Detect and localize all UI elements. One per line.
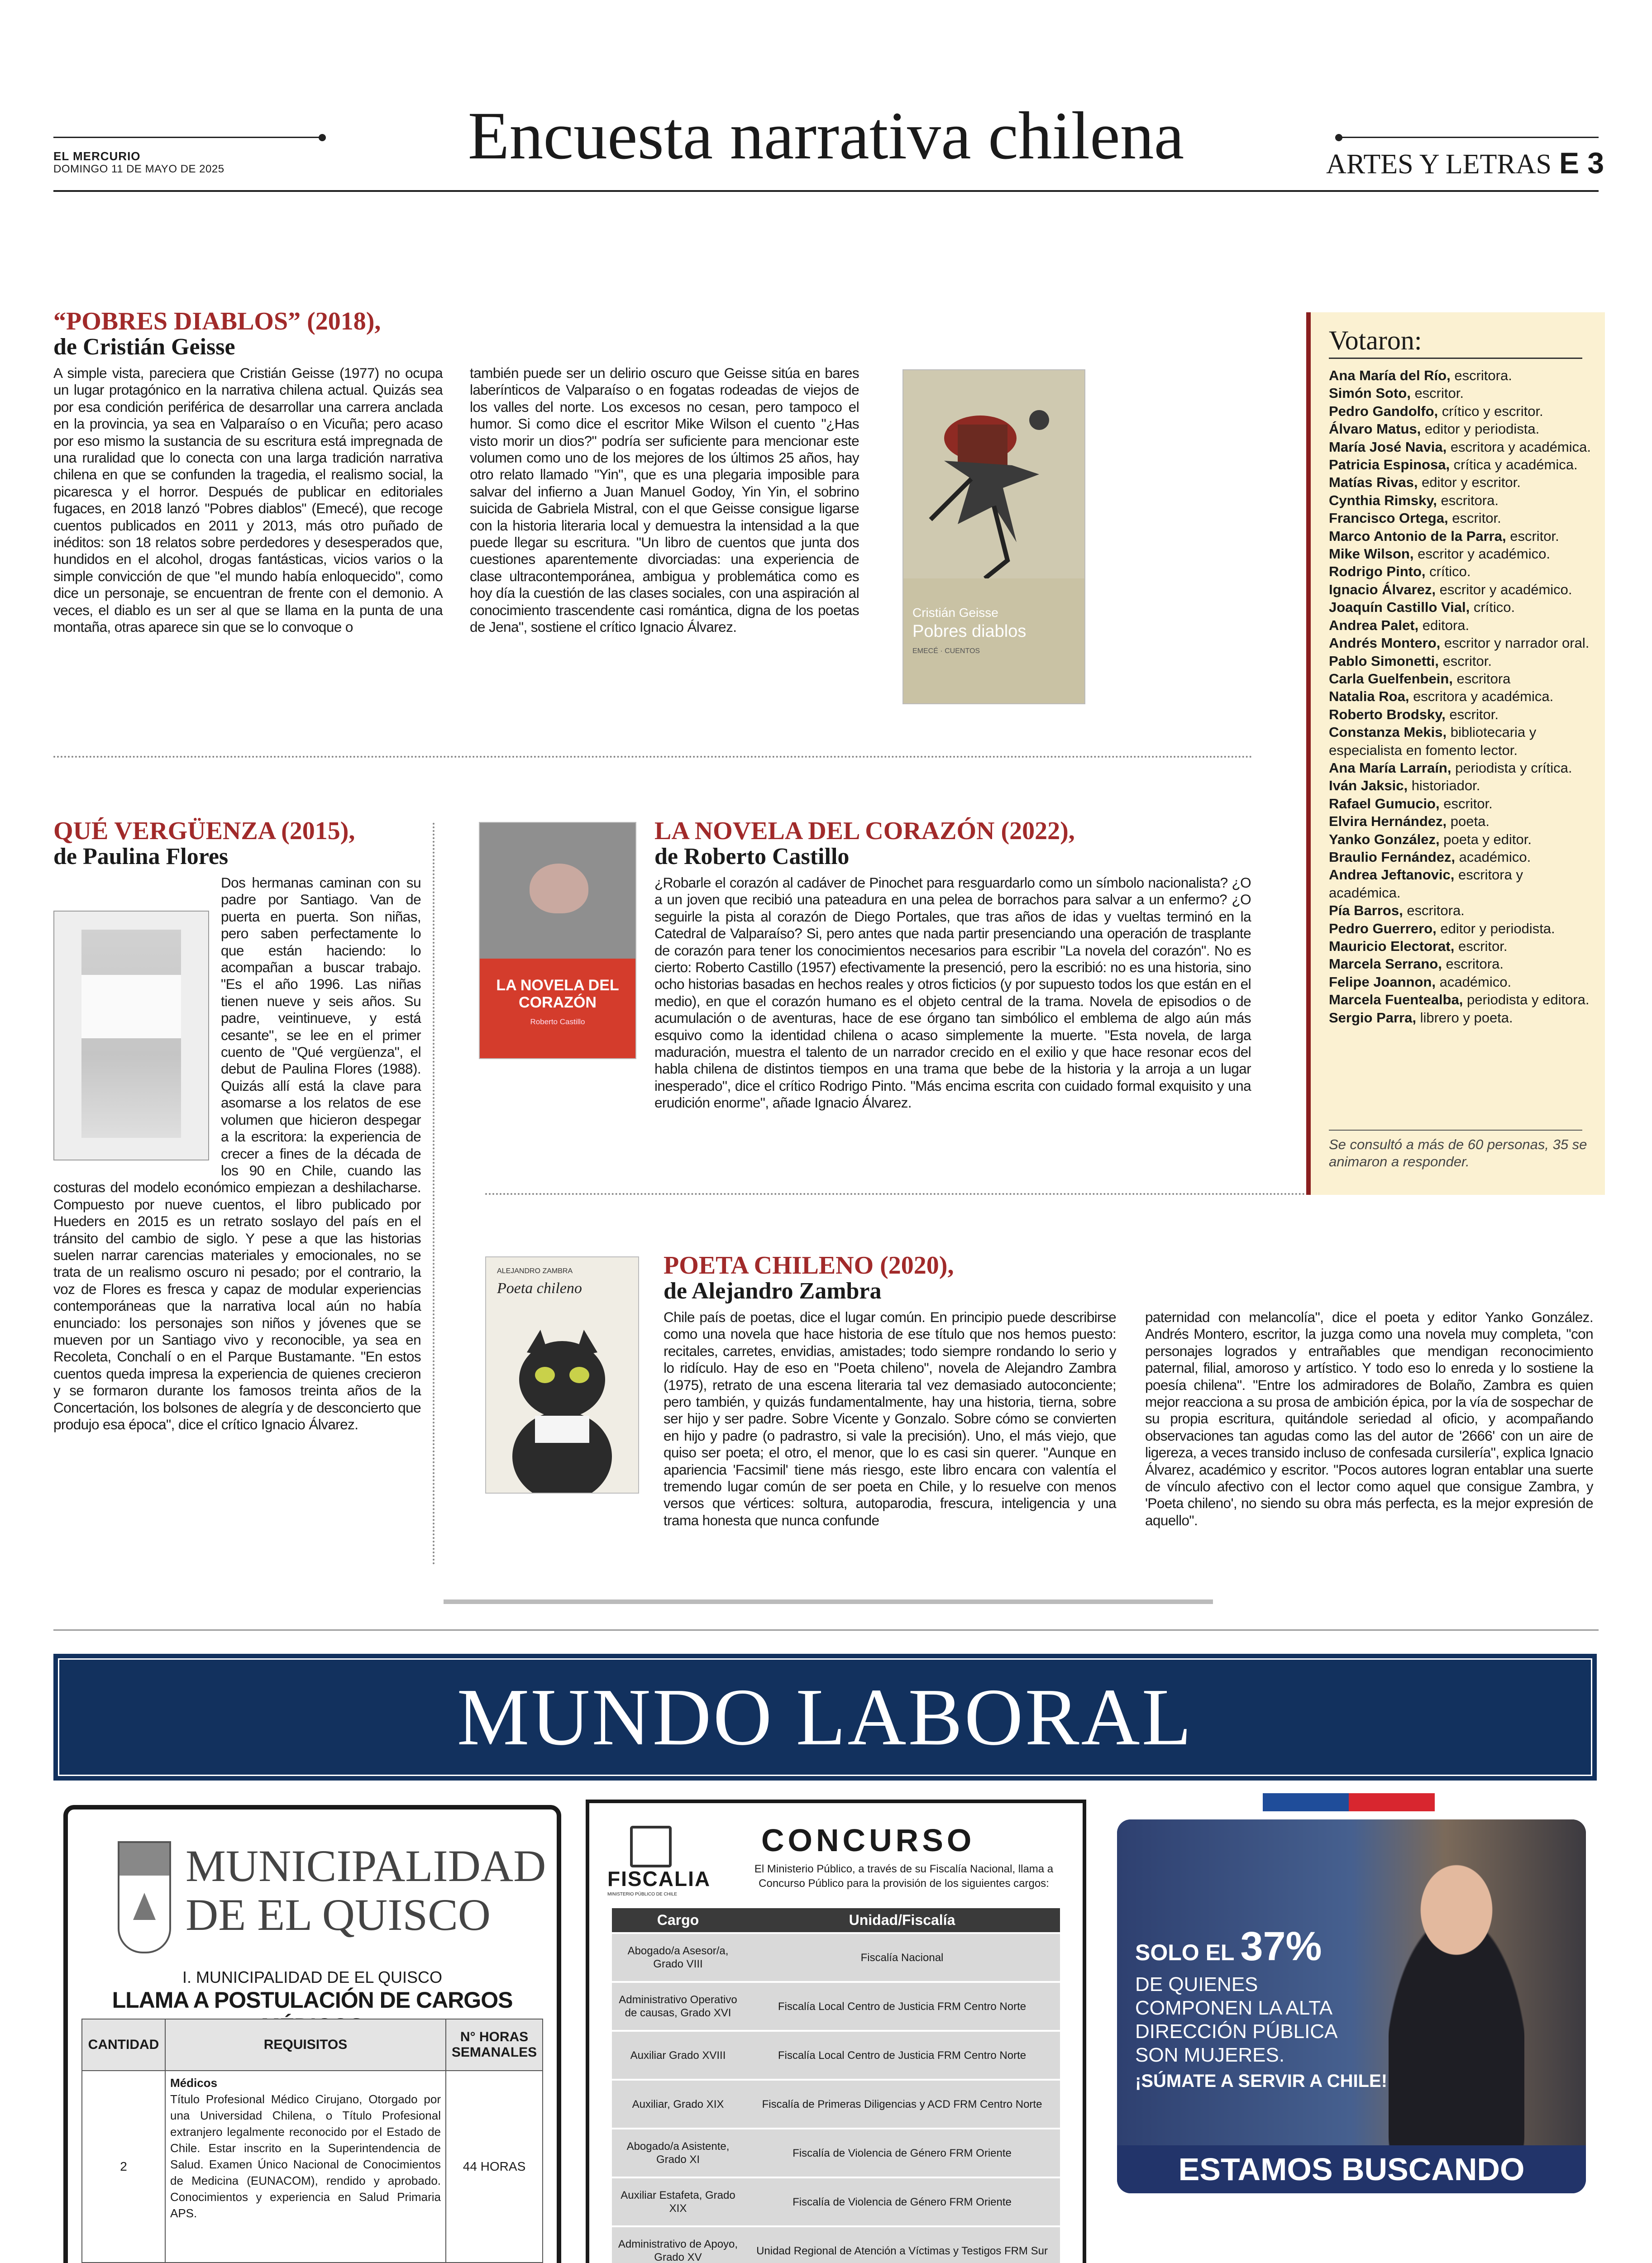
cell-cargo: Abogado/a Asistente, Grado XI [612,2129,744,2177]
voter-name: Rodrigo Pinto, [1329,563,1426,580]
cover-publisher: EMECÉ · CUENTOS [912,647,980,655]
voter-name: Natalia Roa, [1329,688,1409,705]
cell-unidad: Fiscalía de Violencia de Género FRM Oriente [744,2178,1060,2225]
voter-name: Braulio Fernández, [1329,849,1456,865]
voter-entry [1329,759,1596,777]
page-number: E 3 [1559,146,1604,180]
voter-entry [1329,527,1596,545]
voter-name: Ana María del Río, [1329,368,1451,383]
voter-entry [1329,563,1596,580]
header [0,0,1652,199]
article-title-poeta-chileno: POETA CHILENO (2020), [664,1251,954,1280]
voter-entry [1329,420,1596,438]
page-separator-rule [444,1599,1213,1604]
voter-name: Iván Jaksic, [1329,778,1408,794]
fiscalia-sub: MINISTERIO PÚBLICO DE CHILE [607,1892,677,1897]
page-separator-line [53,1629,1599,1631]
quisco-name-line2: DE EL QUISCO [186,1890,491,1940]
sc-line1a: SOLO EL [1135,1940,1241,1965]
voters-list [1329,367,1596,1026]
quisco-logo-icon [118,1841,171,1953]
voter-name: Rafael Gumucio, [1329,795,1440,812]
quisco-subtitle: I. MUNICIPALIDAD DE EL QUISCO [182,1968,443,1986]
page-title: Encuesta narrativa chilena [468,98,1184,173]
table-row [612,2032,1060,2079]
cell-unidad: Fiscalía de Violencia de Género FRM Oriente [744,2129,1060,2177]
voter-role: editora. [1418,617,1470,633]
voter-role: escritor y académico. [1436,581,1572,597]
voter-name: Constanza Mekis, [1329,724,1447,740]
table-row [612,2129,1060,2177]
voter-entry [1329,955,1596,973]
voter-name: Simón Soto, [1329,385,1411,401]
voter-role: escritor. [1448,510,1501,526]
voter-role: escritora. [1437,492,1499,508]
cell-cargo: Auxiliar Estafeta, Grado XIX [612,2178,744,2225]
section-divider [53,756,1253,758]
voter-role: escritor. [1439,795,1493,812]
article-title-que-verguenza: QUÉ VERGÜENZA (2015), [53,817,355,845]
cover-title: Pobres diablos [912,622,1027,641]
article-author-geisse: de Cristián Geisse [53,334,235,360]
voter-role: periodista y editora. [1463,992,1590,1008]
cover-author: ALEJANDRO ZAMBRA [497,1267,573,1275]
row-requisitos [165,2071,446,2263]
voter-name: Roberto Brodsky, [1329,706,1446,722]
voter-entry [1329,367,1596,384]
voter-entry [1329,492,1596,509]
voter-name: Marcela Fuentealba, [1329,992,1463,1008]
flag-stripe [1263,1793,1435,1811]
voter-name: Cynthia Rimsky, [1329,492,1437,508]
heart-icon [530,864,588,913]
cover-title: Poeta chileno [497,1280,582,1297]
voter-name: Andrea Jeftanovic, [1329,867,1455,883]
voter-entry [1329,991,1596,1008]
voter-role: escritora [1452,670,1511,687]
voter-role: crítico. [1470,599,1515,616]
cell-unidad: Unidad Regional de Atención a Víctimas y Testigos FRM Sur [744,2227,1060,2263]
col-horas: N° HORAS SEMANALES [446,2019,543,2071]
voter-role: escritor. [1506,528,1559,544]
fiscalia-logo-icon [630,1826,672,1867]
article-body-poeta-col2: paternidad con melancolía", dice el poeta y editor Yanko González. Andrés Montero, escritor, la juzga como una novela muy completa, "con personajes logrados y entrañables que mendigan reconocimiento paternal, filial, amoroso y artístico. Y todo eso lo enreda y lo sostiene la poesía chilena". "Entre los admiradores de Bolaño, Zambra es quien mejor reacciona a su prosa de ambición épica, por la vía de sospechar de su propia escritura, quitándole seriedad al oficio, y acompañando observaciones tan agudas como las del autor de '2666' con un aire de ligereza, a veces transido incluso de confesada cursilería", explica Ignacio Álvarez, académico y escritor. "Pocos autores logran entablar una suerte de vínculo afectivo con el lector como aquel que consigue Zambra, y 'Poeta chileno', no siendo su obra más perfecta, es la mejor expresión de aquello". [1145,1309,1593,1528]
voters-box [1306,312,1605,1195]
voter-role: escritor. [1445,706,1499,722]
voter-name: Mauricio Electorat, [1329,938,1455,954]
sc-line2: DE QUIENES [1135,1973,1258,1996]
voter-entry [1329,973,1596,991]
article-body-verguenza: Dos hermanas caminan con su padre por Santiago. Van de puerta en puerta. Son niñas, pero saben perfectamente lo que están haciendo: lo acompañan a buscar trabajo. "Es el año 1996. Las niñas tienen nueve y seis años. Su padre, veintinueve, y está cesante", se lee en el primer cuento de "Qué vergüenza", el debut de Paulina Flores (1988). Quizás allí está la clave para asomarse a los relatos de ese volumen que hicieron despegar a la escritora: la experiencia de crecer a fines de la década de los 90 en Chile, cuando las costuras del modelo económico empiezan a deshilacharse. Compuesto por nueve cuentos, el libro publicado por Hueders en 2015 es un retrato soslayo del país en el tránsito del cambio de siglo. Y pese a que las historias suelen narrar carencias materiales y emocionales, no se trata de un realismo oscuro ni pesado; por el contrario, la voz de Flores es fresca y capaz de modular experiencias contemporáneas que la narrativa local aún no había enunciado: los personajes son niños y jóvenes que se mueven por un Santiago vivo y reconocible, ya sea en Recoleta, Conchalí o en el Parque Bustamante. "En estos cuentos queda impresa la experiencia de quienes crecieron y se formaron durante los famosos treinta años de la Concertación, los bolsones de alegría y de desconcierto que produjo esa época", dice el crítico Ignacio Álvarez. [53,874,421,1432]
voter-name: Ignacio Álvarez, [1329,581,1436,597]
sc-line5: SON MUJERES. [1135,2044,1285,2066]
voter-entry [1329,581,1596,598]
voter-role: periodista y crítica. [1451,759,1572,776]
cell-cargo: Abogado/a Asesor/a, Grado VIII [612,1934,744,1981]
voter-role: académico. [1455,849,1531,865]
cell-unidad: Fiscalía Local Centro de Justicia FRM Centro Norte [744,1983,1060,2030]
voter-entry [1329,456,1596,473]
voter-role: crítico. [1425,563,1471,580]
voter-role: editor y periodista. [1421,421,1540,437]
header-rule-main [53,190,1599,192]
voter-entry [1329,920,1596,937]
article-author-flores: de Paulina Flores [53,844,229,869]
voter-name: Joaquín Castillo Vial, [1329,599,1470,616]
row-cantidad: 2 [82,2071,165,2263]
table-row [612,1983,1060,2030]
voter-name: María José Navia, [1329,439,1447,455]
table-row [612,1934,1060,1981]
voter-name: Ana María Larraín, [1329,759,1451,776]
table-row [612,2081,1060,2128]
ad-concurso-fiscalia [586,1800,1086,2263]
voter-entry [1329,1009,1596,1026]
voter-entry [1329,831,1596,848]
voter-name: Andrea Palet, [1329,617,1419,633]
concurso-table [612,1906,1060,2263]
voter-role: escritora y académica. [1447,439,1591,455]
table-row [612,2178,1060,2225]
article-body-pobres-col1: A simple vista, pareciera que Cristián Geisse (1977) no ocupa un lugar protagónico en la narrativa chilena actual. Quizás sea por esa condición periférica de desarrollar una carrera anclada en la provincia, ya sea en Valparaíso o en Vicuña; pero acaso por eso mismo la sustancia de su escritura está impregnada de una ruralidad que lo conecta con una larga tradición narrativa chilena en que se confunden la tragedia, el realismo social, la picaresca y el horror. Después de publicar en editoriales fugaces, en 2018 lanzó "Pobres diablos" (Emecé), que recoge cuentos publicados en 2011 y 2013, más otro puñado de inéditos: son 18 relatos sobre perdedores y desesperados que, hundidos en el alcohol, drogas fantásticas, vicios varios o la simple convicción de que "el mundo había enloquecido", como dice un personaje, se encuentran de frente con el demonio. A veces, el diablo es un ser al que se llama en la punta de una montaña, otras aparece sin que se lo convoque o [53,365,443,635]
cell-cargo: Administrativo de Apoyo, Grado XV [612,2227,744,2263]
voter-entry [1329,937,1596,955]
cell-cargo: Auxiliar, Grado XIX [612,2081,744,2128]
voter-name: Pía Barros, [1329,902,1403,919]
voter-name: Patricia Espinosa, [1329,457,1450,473]
voter-name: Carla Guelfenbein, [1329,670,1453,687]
mundo-laboral-title: MUNDO LABORAL [457,1672,1194,1762]
voter-entry [1329,902,1596,919]
voter-name: Sergio Parra, [1329,1009,1416,1026]
voter-entry [1329,438,1596,456]
issue-date: DOMINGO 11 DE MAYO DE 2025 [53,163,224,175]
voter-entry [1329,473,1596,491]
voter-entry [1329,706,1596,723]
book-cover-poeta-chileno [486,1257,638,1493]
voter-role: escritor y académico. [1413,546,1550,562]
voter-entry [1329,545,1596,563]
voter-name: Yanko González, [1329,831,1440,847]
voter-role: escritora. [1403,902,1465,919]
article-body-pobres-col2: también puede ser un delirio oscuro que Geisse sitúa en bares laberínticos de Valparaíso o en fogatas rodeadas de viejos de los valles del norte. Los excesos no cesan, pero tampoco el humor. Si como dice el escritor Mike Wilson el cuento "¿Has visto morir un dios?" podría ser suficiente para mencionar este volumen como uno de los mejores de los últimos 25 años, hay otro relato llamado "Yin", que es una plegaria imposible para salvar del infierno a Juan Manuel Godoy, Yin Yin, el sobrino suicida de Gabriela Mistral, con el que Geisse consigue ligarse con la historia literaria local y demuestra la intensidad a la que puede llegar su escritura. "Un libro de cuentos que junta dos cuestiones aparentemente divorciadas: una experiencia de clase ultracontemporánea, ambigua y problemática como es hoy día la cuestión de las clases sociales, con una aspiración al conocimiento trascendente casi romántica, digna de los poetas de Jena", sostiene el crítico Ignacio Álvarez. [470,365,859,635]
concurso-rows [612,1934,1060,2263]
voter-name: Marcela Serrano, [1329,956,1442,972]
voter-role: escritor. [1438,653,1492,669]
voter-role: editor y escritor. [1418,474,1521,491]
voter-name: Elvira Hernández, [1329,813,1447,830]
col-cantidad: CANTIDAD [82,2019,165,2071]
newspaper-name: EL MERCURIO [53,149,141,163]
voter-entry [1329,384,1596,402]
header-rule-right [1335,137,1599,138]
cell-unidad: Fiscalía de Primeras Diligencias y ACD FRM Centro Norte [744,2081,1060,2128]
voter-role: escritora y académica. [1329,867,1523,901]
voter-name: Marco Antonio de la Parra, [1329,528,1506,544]
sc-banner: ESTAMOS BUSCANDO [1117,2145,1586,2193]
voters-title: Votaron: [1329,325,1422,355]
article-title-novela-corazon: LA NOVELA DEL CORAZÓN (2022), [654,817,1075,845]
cover-frame [81,975,181,1038]
requisito-text: Título Profesional Médico Cirujano, Otorgado por una Universidad Chilena, o Título Profesional extranjero legalmente reconocido por el Estado de Chile. Estar inscrito en la Superintendencia de Salud. Examen Único Nacional de Conocimientos de Medicina (EUNACOM), rendido y aprobado. Conocimientos y experiencia en Salud Primaria APS. [170,2092,441,2220]
voter-name: Álvaro Matus, [1329,421,1421,437]
voters-title-rule [1329,358,1582,359]
col-unidad: Unidad/Fiscalía [744,1908,1060,1932]
voter-name: Matías Rivas, [1329,474,1418,491]
cell-unidad: Fiscalía Nacional [744,1934,1060,1981]
voter-role: escritora. [1450,368,1512,383]
ad-municipalidad-el-quisco [63,1805,561,2263]
book-cover-novela-corazon [480,823,635,1058]
voter-name: Pedro Guerrero, [1329,920,1437,936]
voter-name: Andrés Montero, [1329,635,1441,651]
cover-author: Roberto Castillo [530,1017,585,1026]
article-body-poeta-col1: Chile país de poetas, dice el lugar común. En principio puede describirse como una novela que hace historia de ese título que nos hemos puesto: recitales, carretes, envidias, amistades; todo siempre rondando lo serio y lo ridículo. Hay de eso en "Poeta chileno", novela de Alejandro Zambra (1975), retrato de una escena literaria tal vez demasiado autoconciente; pero también, y quizás fundamentalmente, hay una historia, tierna, sobre ser hijo y ser padre. Sobre Vicente y Gonzalo. Sobre cómo se convierten en hijo y padre (o padrastro, si vale la precisión). Uno, el más viejo, que quiso ser poeta; el otro, el menor, que lo es casi sin querer. "Aunque en apariencia 'Facsimil' tiene más riesgo, este libro encara con valentía el tremendo lugar común de ser poeta en Chile, y lo resuelve con menos versos que vértices: soltura, autoparodia, frescura, inteligencia y una trama honesta que nunca confunde [664,1309,1116,1528]
voter-entry [1329,848,1596,866]
sc-caption [1561,2100,1567,2106]
voter-name: Mike Wilson, [1329,546,1414,562]
sailboat-icon [133,1893,156,1920]
column-divider [433,823,434,1565]
article-body-verguenza-wrap [53,874,421,1433]
voter-role: académico. [1435,974,1512,990]
cover-author: Cristián Geisse [912,606,998,620]
book-cover-que-verguenza [53,911,209,1160]
voter-entry [1329,687,1596,705]
cell-cargo: Auxiliar Grado XVIII [612,2032,744,2079]
voter-entry [1329,634,1596,652]
ad-servicio-civil [1117,1819,1586,2193]
voter-role: poeta y editor. [1439,831,1532,847]
requisito-title: Médicos [170,2076,218,2090]
cover-title: LA NOVELA DEL CORAZÓN [496,977,619,1011]
voter-role: escritora y académica. [1409,688,1554,705]
article-author-castillo: de Roberto Castillo [654,844,850,869]
voter-entry [1329,598,1596,616]
fiscalia-name: FISCALIA [607,1867,711,1891]
voter-name: Felipe Joannon, [1329,974,1436,990]
quisco-table [81,2019,543,2263]
quisco-headline: LLAMA A POSTULACIÓN DE CARGOS [112,1987,513,2013]
voter-name: Pedro Gandolfo, [1329,403,1438,419]
voter-name: Francisco Ortega, [1329,510,1448,526]
voter-entry [1329,509,1596,527]
voter-entry [1329,777,1596,794]
voter-role: escritor y narrador oral. [1440,635,1590,651]
voter-role: librero y poeta. [1416,1009,1513,1026]
concurso-title: CONCURSO [761,1823,975,1858]
concurso-intro: El Ministerio Público, a través de su Fiscalía Nacional, llama a Concurso Público para la provisión de los siguientes cargos: [754,1863,1054,1890]
cell-cargo: Administrativo Operativo de causas, Grado XVI [612,1983,744,2030]
voter-entry [1329,795,1596,812]
cover-illustration-cat [486,1321,638,1493]
voters-footnote: Se consultó a más de 60 personas, 35 se animaron a responder. [1329,1136,1587,1170]
voter-role: poeta. [1447,813,1490,830]
voter-entry [1329,670,1596,687]
col-requisitos: REQUISITOS [165,2019,446,2071]
voter-name: Pablo Simonetti, [1329,653,1439,669]
sc-percent: 37% [1240,1924,1322,1969]
sc-line3: COMPONEN LA ALTA [1135,1997,1333,2019]
voter-role: historiador. [1408,778,1480,794]
voter-role: escritor. [1410,385,1464,401]
sc-line6: ¡SÚMATE A SERVIR A CHILE! [1135,2071,1388,2091]
voter-entry [1329,723,1596,759]
sc-photo-person [1389,1851,1524,2145]
row-horas: 44 HORAS [446,2071,543,2263]
table-row [612,2227,1060,2263]
cover-photo-heart [480,823,635,959]
book-cover-pobres-diablos [903,370,1084,703]
voter-entry [1329,402,1596,420]
voter-role: editor y periodista. [1436,920,1555,936]
section-name: ARTES Y LETRAS [1326,149,1552,180]
cell-unidad: Fiscalía Local Centro de Justicia FRM Centro Norte [744,2032,1060,2079]
col-cargo: Cargo [612,1908,744,1932]
sc-line1 [1135,1924,1322,1970]
article-title-pobres-diablos: “POBRES DIABLOS” (2018), [53,307,381,335]
voter-role: crítica y académica. [1450,457,1578,473]
article-body-corazon: ¿Robarle el corazón al cadáver de Pinochet para resguardarlo como un símbolo nacionalista? ¿O a un joven que recibió una pateadura en una pelea de borrachos para salvar a un enfermo? ¿O seguirle la pista al corazón de Diego Portales, que tras años de idas y vueltas terminó en la Catedral de Valparaíso? Si, pero antes que nada partir presenciando una operación de trasplante de corazón para tener los conocimientos necesarios para escribir "La novela del corazón". No es cierto: Roberto Castillo (1957) efectivamente la presenció, pero la escribió: no es una historia, sino ocho historias basadas en hechos reales y otros ficticios (y por supuesto todos los que están en el medio), en que el corazón humano es el objeto central de la trama. Novela de episodios o de acumulación o de aventuras, hace de ese órgano tan simbólico el emblema de algo aún más esquivo como la identidad chilena o acaso simplemente la muerte. "Esta novela, de larga maduración, muestra el talento de un narrador crecido en el exilio y que hace resonar ecos del habla chilena de distintos tiempos en una trama que bebe de la historia y la arroja a un lugar inesperado", dice el crítico Rodrigo Pinto. "Más encima escrita con cuidado formal exquisito y una erudición enorme", añade Ignacio Álvarez. [654,874,1251,1111]
voter-entry [1329,652,1596,670]
voter-entry [1329,812,1596,830]
article-author-zambra: de Alejandro Zambra [664,1278,882,1304]
sc-line4: DIRECCIÓN PÚBLICA [1135,2020,1338,2043]
voter-entry [1329,866,1596,902]
mundo-laboral-banner [53,1654,1597,1781]
voter-role: bibliotecaria y especialista en fomento lector. [1329,724,1537,758]
quisco-name-line1: MUNICIPALIDAD [186,1841,546,1891]
voter-role: escritora. [1442,956,1504,972]
voter-role: escritor. [1454,938,1508,954]
voters-foot-rule [1329,1130,1582,1131]
voter-entry [1329,616,1596,634]
voter-role: crítico y escritor. [1438,403,1543,419]
